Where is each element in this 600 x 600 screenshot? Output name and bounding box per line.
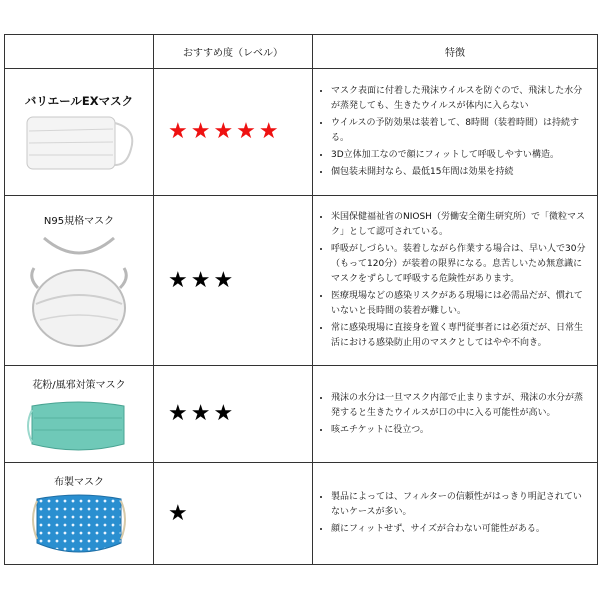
n95-mask-image — [14, 228, 144, 358]
mask-comparison-table — [4, 34, 598, 565]
header-recommendation-column: おすすめ度（レベル） — [154, 35, 313, 69]
features-list — [313, 484, 597, 543]
features-list — [313, 204, 597, 357]
rating-stars: ★★★ — [168, 401, 237, 426]
list-item: • 医療現場などの感染リスクがある現場には必需品だが、慣れていないと長時間の装着が難しい。 — [331, 289, 589, 319]
table-row — [5, 366, 598, 463]
mask-cell — [5, 196, 154, 366]
mask-name: N95規格マスク — [43, 216, 115, 227]
header-mask-column — [5, 35, 154, 69]
rating-stars: ★★★★★ — [168, 119, 282, 144]
recommendation-cell — [154, 196, 313, 366]
mask-name: 花粉/風邪対策マスク — [32, 380, 126, 391]
list-item: • 常に感染現場に直接身を置く専門従事者には必須だが、日常生活における感染防止用のマスクとしてはやや不向き。 — [331, 321, 589, 351]
mask-cell — [5, 69, 154, 196]
features-cell — [313, 463, 598, 565]
list-item: • マスク表面に付着した飛沫ウイルスを防ぐので、飛沫した水分が蒸発しても、生きたウイルスが体内に入らない — [331, 84, 589, 114]
list-item: • 飛沫の水分は一旦マスク内部で止まりますが、飛沫の水分が蒸発すると生きたウイルスが口の中に入る可能性が高い。 — [331, 391, 589, 421]
list-item: • ウイルスの予防効果は装着して、8時間（装着時間）は持続する。 — [331, 116, 589, 146]
recommendation-cell — [154, 366, 313, 463]
table-row — [5, 463, 598, 565]
list-item: • 米国保健福祉省のNIOSH（労働安全衛生研究所）で「微粒マスク」として認可されている。 — [331, 210, 589, 240]
features-cell — [313, 196, 598, 366]
mask-cell — [5, 366, 154, 463]
table-row — [5, 196, 598, 366]
pleated-mask-image — [19, 109, 139, 179]
list-item: • 製品によっては、フィルターの信頼性がはっきり明記されていないケースが多い。 — [331, 490, 589, 520]
table-header-row — [5, 35, 598, 69]
list-item: • 呼吸がしづらい。装着しながら作業する場合は、早い人で30分（もって120分）が装着の限界になる。息苦しいため無意識にマスクをずらして呼吸する危険性があります。 — [331, 242, 589, 287]
cloth-mask-image — [29, 489, 129, 564]
header-features-column: 特徴 — [313, 35, 598, 69]
rating-stars: ★ — [168, 500, 191, 526]
pollen-mask-image — [24, 392, 134, 462]
mask-name: バリエールEXマスク — [24, 94, 134, 108]
features-cell — [313, 366, 598, 463]
table-row — [5, 69, 598, 196]
list-item: • 顔にフィットせず、サイズが合わない可能性がある。 — [331, 522, 589, 537]
list-item: • 3D立体加工なので顔にフィットして呼吸しやすい構造。 — [331, 148, 589, 163]
list-item: • 咳エチケットに役立つ。 — [331, 423, 589, 438]
features-list — [313, 385, 597, 444]
features-list — [313, 78, 597, 186]
mask-name: 布製マスク — [54, 477, 104, 488]
recommendation-cell — [154, 463, 313, 565]
rating-stars: ★★★ — [168, 267, 237, 293]
list-item: • 個包装未開封なら、最低15年間は効果を持続 — [331, 165, 589, 180]
mask-cell — [5, 463, 154, 565]
features-cell — [313, 69, 598, 196]
recommendation-cell — [154, 69, 313, 196]
